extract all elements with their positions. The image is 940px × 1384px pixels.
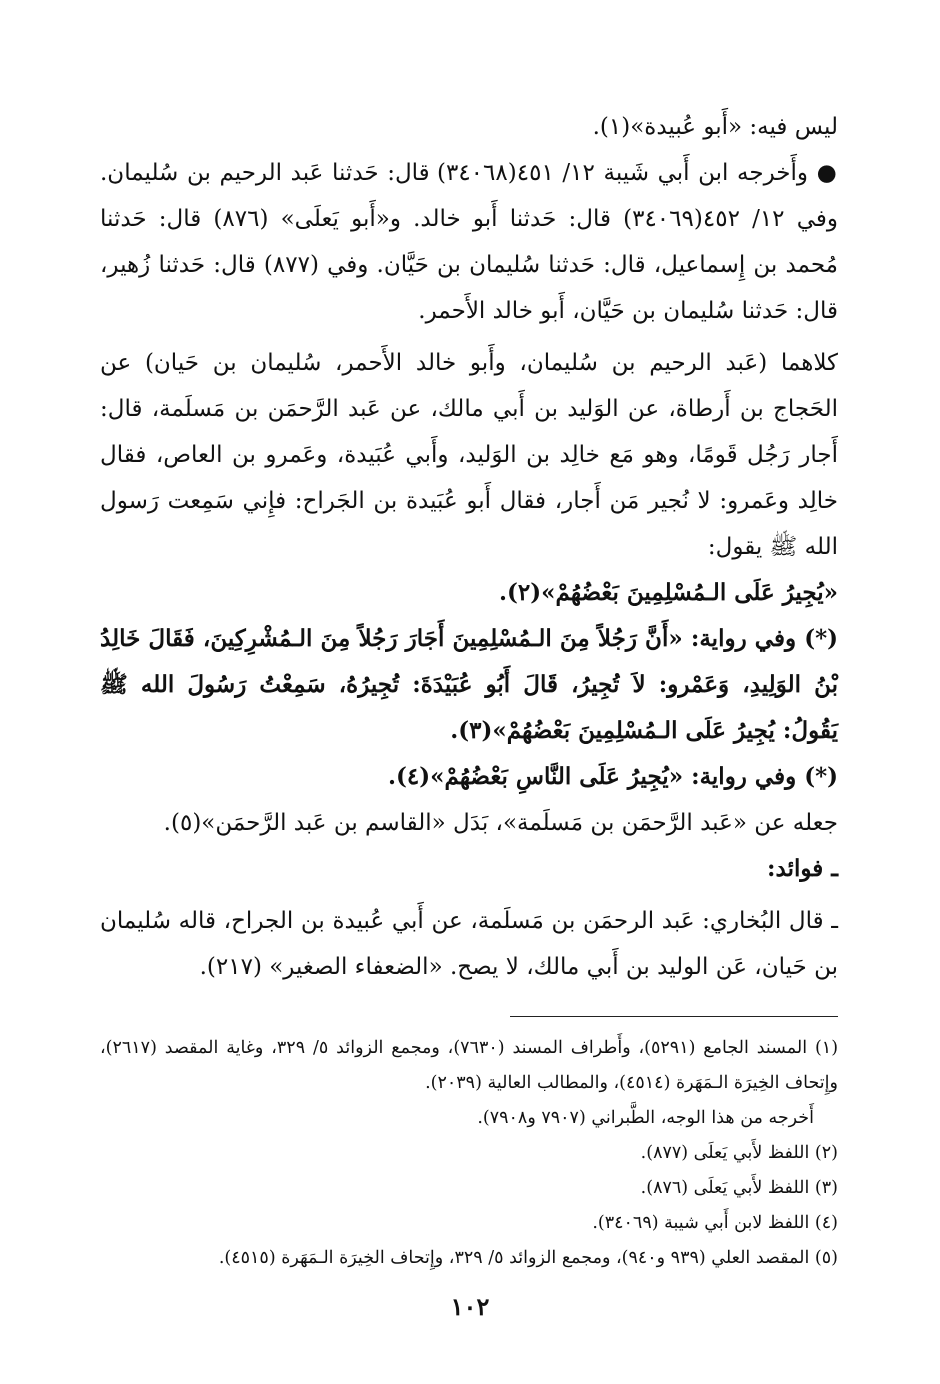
paragraph-bukhari: ـ قال البُخاري: عَبد الرحمَن بن مَسلَمة، عن أَبي عُبيدة بن الجراح، قاله سُليمان بن حَيان، عَن الوليد بن أَبي مالك، لا يصح. «الضعفاء الصغير» (٢١٧).	[100, 908, 838, 980]
page-number: ١٠٢	[450, 1292, 490, 1321]
paragraph-intro: ليس فيه: «أَبو عُبيدة»(١).	[592, 114, 838, 140]
footnote-2: (٢) اللفظ لأَبي يَعلَى (٨٧٧).	[640, 1143, 838, 1163]
paragraph-note: جعله عن «عَبد الرَّحمَن بن مَسلَمة»، بَدَل «القاسم بن عَبد الرَّحمَن»(٥).	[163, 810, 838, 836]
narration-variant-2: (*) وفي رواية: «يُجِيرُ عَلَى النَّاسِ بَعْضُهُمْ»(٤).	[388, 763, 838, 790]
footnote-4: (٤) اللفظ لابن أَبي شيبة (٣٤٠٦٩).	[592, 1213, 838, 1233]
page	[100, 104, 838, 1276]
benefits-heading: ـ فوائد:	[767, 855, 838, 882]
narration-variant-1: (*) وفي رواية: «أَنَّ رَجُلاً مِنَ الـمُسْلِمِينَ أَجَارَ رَجُلاً مِنَ الـمُشْرِكِينَ، فَقَالَ خَالِدُ بْنُ الوَلِيدِ، وَعَمْرو: لاَ تُجِيرُ، قَالَ أَبُو عُبَيْدَةَ: تُجِيرُهُ، سَمِعْتُ رَسُولَ الله ﷺ يَقُولُ: يُجِيرُ عَلَى الـمُسْلِمِينَ بَعْضُهُمْ»(٣).	[100, 625, 838, 744]
footnote-3: (٣) اللفظ لأَبي يَعلَى (٨٧٦).	[640, 1178, 838, 1198]
hadith-text: «يُجِيرُ عَلَى الـمُسْلِمِينَ بَعْضُهُمْ»(٢).	[499, 579, 838, 606]
paragraph-takhrij: ● وأَخرجه ابن أَبي شَيبة ١٢/ ٤٥١(٣٤٠٦٨) قال: حَدثنا عَبد الرحيم بن سُليمان. وفي ١٢/ ٤٥٢(٣٤٠٦٩) قال: حَدثنا أَبو خالد. و«أَبو يَعلَى» (٨٧٦) قال: حَدثنا مُحمد بن إِسماعيل، قال: حَدثنا سُليمان بن حَيَّان. وفي (٨٧٧) قال: حَدثنا زُهير، قال: حَدثنا سُليمان بن حَيَّان، أَبو خالد الأَحمر.	[100, 160, 838, 324]
footnote-1-continuation: أَخرجه من هذا الوجه، الطَّبراني (٧٩٠٧ و٧٩٠٨).	[477, 1108, 814, 1128]
footnote-separator	[510, 1016, 838, 1017]
footnote-5: (٥) المقصد العلي (٩٣٩ و٩٤٠)، ومجمع الزوائد ٥/ ٣٢٩، وإِتحاف الخِيرَة الـمَهَرة (٤٥١٥).	[218, 1248, 838, 1268]
footnote-1: (١) المسند الجامع (٥٢٩١)، وأَطراف المسند (٧٦٣٠)، ومجمع الزوائد ٥/ ٣٢٩، وغاية المقصد (٢٦١٧)، وإِتحاف الخِيرَة الـمَهَرة (٤٥١٤)، والمطالب العالية (٢٠٣٩).	[100, 1038, 839, 1093]
paragraph-isnad: كلاهما (عَبد الرحيم بن سُليمان، وأَبو خالد الأَحمر، سُليمان بن حَيان) عن الحَجاج بن أَرطاة، عن الوَليد بن أَبي مالك، عن عَبد الرَّحمَن بن مَسلَمة، قال: أَجار رَجُل قَومًا، وهو مَع خالِد بن الوَليد، وأَبي عُبَيدة، وعَمرو بن العاص، فقال خالِد وعَمرو: لا نُجير مَن أَجار، فقال أَبو عُبَيدة بن الجَراح: فإِني سَمِعت رَسول الله ﷺ يقول:	[100, 350, 838, 560]
main-text	[100, 104, 838, 990]
footnotes	[100, 1031, 838, 1276]
